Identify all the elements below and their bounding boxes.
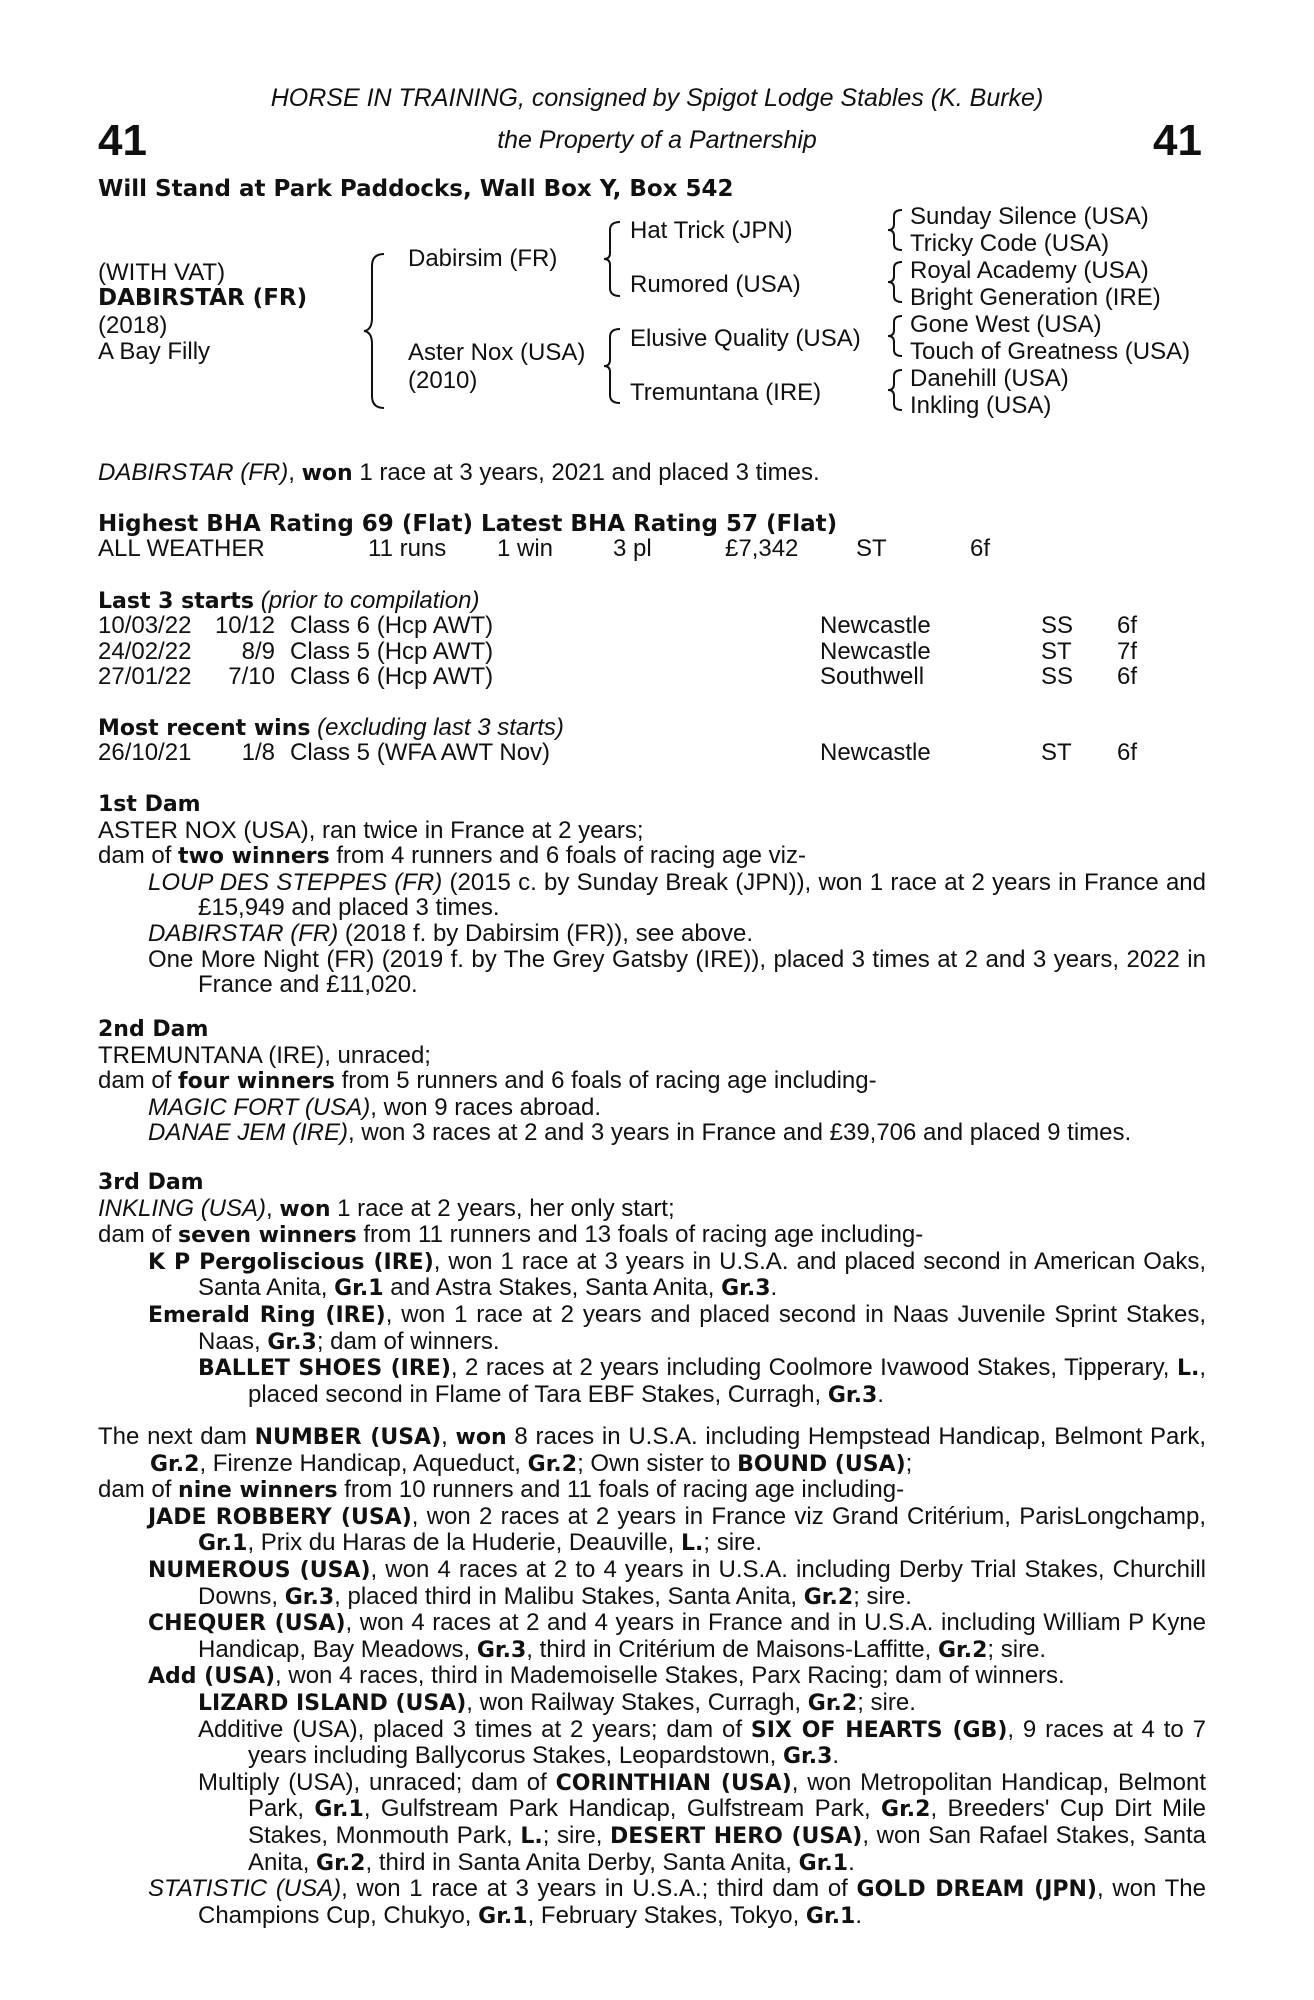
pedigree-sds: Royal Academy (USA) [910,257,1149,284]
last3-dist: 7f [1117,637,1138,665]
second-dam-produce: dam of four winners from 5 runners and 6 foals of racing age including- [98,1067,877,1095]
last3-class: Class 6 (Hcp AWT) [290,663,494,691]
third-dam-offspring-1: K P Pergoliscious (IRE), won 1 race at 3 years in U.S.A. and placed second in American Oaks, Santa Anita, Gr.1 and Astra Stakes, Santa Anita, Gr.3. [148,1247,1206,1302]
rating-runs: 11 runs [368,535,447,562]
pedigree-ss: Hat Trick (JPN) [630,217,793,244]
last3-row [0,613,1314,639]
dam-bracket [604,327,624,405]
offspring-add: Add (USA), won 4 races, third in Mademoiselle Stakes, Parx Racing; dam of winners. [148,1662,1065,1690]
last3-row [0,664,1314,690]
rating-surface: ALL WEATHER [98,535,265,562]
vat-note: (WITH VAT) [98,259,226,286]
second-dam-offspring-2: DANAE JEM (IRE), won 3 races at 2 and 3 years in France and £39,706 and placed 9 times. [148,1119,1132,1147]
first-dam-offspring-2: DABIRSTAR (FR) (2018 f. by Dabirsim (FR)), see above. [148,919,754,947]
horse-year: (2018) [98,312,168,339]
last3-pos: 10/12 [214,612,275,639]
third-dam-title: 3rd Dam [98,1170,204,1195]
last3-class: Class 6 (Hcp AWT) [290,612,494,639]
summary-horse-name: DABIRSTAR (FR) [98,459,289,486]
last3-note: (prior to compilation) [254,587,480,614]
offspring-numerous: NUMEROUS (USA), won 4 races at 2 to 4 years in U.S.A. including Derby Trial Stakes, Churchill Downs, Gr.3, placed third in Malibu Stakes, Santa Anita, Gr.2; sire. [148,1555,1206,1610]
pedigree-sss: Sunday Silence (USA) [910,203,1149,230]
recent-win-dist: 6f [1117,739,1138,766]
bha-rating: Highest BHA Rating 69 (Flat) Latest BHA Rating 57 (Flat) [98,511,838,537]
second-dam-offspring-1: MAGIC FORT (USA), won 9 races abroad. [148,1093,602,1121]
recent-win-going: ST [1041,739,1072,766]
consignor-line: HORSE IN TRAINING, consigned by Spigot Lodge Stables (K. Burke) [270,84,1044,112]
last3-class: Class 5 (Hcp AWT) [290,637,494,665]
pedigree-dam: Aster Nox (USA) [408,339,586,366]
rating-earnings: £7,342 [725,535,799,562]
lot-number-left: 41 [98,116,147,165]
sd-bracket [886,260,906,304]
lot-number-right: 41 [1153,116,1202,165]
first-dam-produce: dam of two winners from 4 runners and 6 foals of racing age viz- [98,842,806,870]
summary-text: 1 race at 3 years, 2021 and placed 3 times. [352,459,820,486]
ds-bracket [886,314,906,358]
recent-win-class: Class 5 (WFA AWT Nov) [290,739,551,766]
last3-pos: 7/10 [228,663,275,691]
recent-win-date: 26/10/21 [98,739,192,766]
last3-heading [98,588,479,615]
third-dam-section [98,1170,1206,1408]
pedigree-ssd: Tricky Code (USA) [910,230,1110,257]
last3-going: SS [1041,663,1074,691]
first-dam-offspring-1: LOUP DES STEPPES (FR) (2015 c. by Sunday Break (JPN)), won 1 race at 2 years in France and £15,949 and placed 3 times. [148,868,1207,922]
first-dam-line: ASTER NOX (USA), ran twice in France at 2 years; [98,816,644,844]
offspring-lizard-island: LIZARD ISLAND (USA), won Railway Stakes, Curragh, Gr.2; sire. [198,1688,916,1716]
rating-distance: 6f [970,535,991,562]
second-dam-line: TREMUNTANA (IRE), unraced; [98,1041,431,1069]
last3-course: Newcastle [820,612,931,639]
pedigree-dam-year: (2010) [408,367,478,394]
last3-row [0,639,1314,665]
recent-win-course: Newcastle [820,739,931,766]
pedigree-sd: Rumored (USA) [630,271,801,298]
last3-date: 10/03/22 [98,612,192,639]
last3-dist: 6f [1117,612,1138,639]
last3-going: SS [1041,612,1074,639]
pedigree-ds: Elusive Quality (USA) [630,325,861,352]
last3-date: 24/02/22 [98,637,192,665]
third-dam-produce: dam of seven winners from 11 runners and 13 foals of racing age including- [98,1221,924,1249]
pedigree-sdd: Bright Generation (IRE) [910,284,1161,311]
summary-won: won [301,461,353,486]
first-dam-title: 1st Dam [98,792,201,817]
pedigree-dss: Gone West (USA) [910,311,1102,338]
second-dam-title: 2nd Dam [98,1017,209,1042]
property-line: the Property of a Partnership [497,126,817,154]
next-dam-line: The next dam NUMBER (USA), won 8 races in U.S.A. including Hempstead Handicap, Belmont Park, Gr.2, Firenze Handicap, Aqueduct, Gr.2; Own sister to BOUND (USA); [98,1423,1206,1477]
recent-wins-note: (excluding last 3 starts) [310,714,564,741]
last3-title: Last 3 starts [98,589,255,614]
pedigree-dd: Tremuntana (IRE) [630,379,822,406]
last3-going: ST [1041,637,1072,665]
pedigree-sire: Dabirsim (FR) [408,245,558,272]
pedigree-dsd: Touch of Greatness (USA) [910,338,1191,365]
last3-course: Southwell [820,663,925,691]
third-dam-offspring-2: Emerald Ring (IRE), won 1 race at 2 years and placed second in Naas Juvenile Sprint Stakes, Naas, Gr.3; dam of winners. [148,1300,1206,1355]
recent-win-pos: 1/8 [241,739,275,766]
stand-location: Will Stand at Park Paddocks, Wall Box Y, Box 542 [98,176,734,202]
pedigree-main-bracket [368,252,388,410]
next-dam-section [98,1424,1206,1929]
rating-placed: 3 pl [613,535,652,562]
sire-bracket [604,220,624,298]
offspring-jade-robbery: JADE ROBBERY (USA), won 2 races at 2 years in France viz Grand Critérium, ParisLongchamp, Gr.1, Prix du Haras de la Huderie, Deauville, L.; sire. [148,1502,1207,1557]
second-dam-section [98,1017,1206,1146]
rating-wins: 1 win [497,535,554,562]
first-dam-offspring-3: One More Night (FR) (2019 f. by The Grey Gatsby (IRE)), placed 3 times at 2 and 3 years, 2022 in France and £11,020. [148,945,1206,999]
offspring-additive: Additive (USA), placed 3 times at 2 years; dam of SIX OF HEARTS (GB), 9 races at 4 to 7 years including Ballycorus Stakes, Leopardstown, Gr.3. [198,1715,1206,1770]
pedigree-ddd: Inkling (USA) [910,392,1052,419]
recent-wins-heading [98,715,564,742]
ss-bracket [886,208,906,252]
last3-course: Newcastle [820,637,931,665]
recent-win-row [0,740,1314,766]
third-dam-grand-offspring: BALLET SHOES (IRE), 2 races at 2 years including Coolmore Ivawood Stakes, Tipperary, L., placed second in Flame of Tara EBF Stakes, Curragh, Gr.3. [198,1354,1207,1408]
rating-stats-row [0,536,1314,562]
recent-wins-title: Most recent wins [98,716,311,741]
offspring-multiply: Multiply (USA), unraced; dam of CORINTHIAN (USA), won Metropolitan Handicap, Belmont Park, Gr.1, Gulfstream Park Handicap, Gulfstream Park, Gr.2, Breeders' Cup Dirt Mile Stakes, Monmouth Park, L.; sire, DESERT HERO (USA), won San Rafael Stakes, Santa Anita, Gr.2, third in Santa Anita Derby, Santa Anita, Gr.1. [198,1768,1207,1876]
next-dam-produce: dam of nine winners from 10 runners and 11 foals of racing age including- [98,1476,905,1504]
race-summary: DABIRSTAR (FR), won 1 race at 3 years, 2021 and placed 3 times. [98,459,820,486]
last3-pos: 8/9 [241,637,275,665]
rating-going: ST [856,535,887,562]
pedigree-dds: Danehill (USA) [910,365,1069,392]
horse-name: DABIRSTAR (FR) [98,285,308,311]
offspring-chequer: CHEQUER (USA), won 4 races at 2 and 4 years in France and in U.S.A. including William P Kyne Handicap, Bay Meadows, Gr.3, third in Critérium de Maisons-Laffitte, Gr.2; sire. [148,1609,1207,1663]
last3-date: 27/01/22 [98,663,192,691]
offspring-statistic: STATISTIC (USA), won 1 race at 3 years in U.S.A.; third dam of GOLD DREAM (JPN), won The Champions Cup, Chukyo, Gr.1, February Stakes, Tokyo, Gr.1. [148,1875,1207,1929]
horse-description: A Bay Filly [98,338,211,365]
third-dam-line: INKLING (USA), won 1 race at 2 years, her only start; [98,1194,675,1222]
last3-dist: 6f [1117,663,1138,691]
dd-bracket [886,368,906,412]
first-dam-section [98,792,1206,998]
